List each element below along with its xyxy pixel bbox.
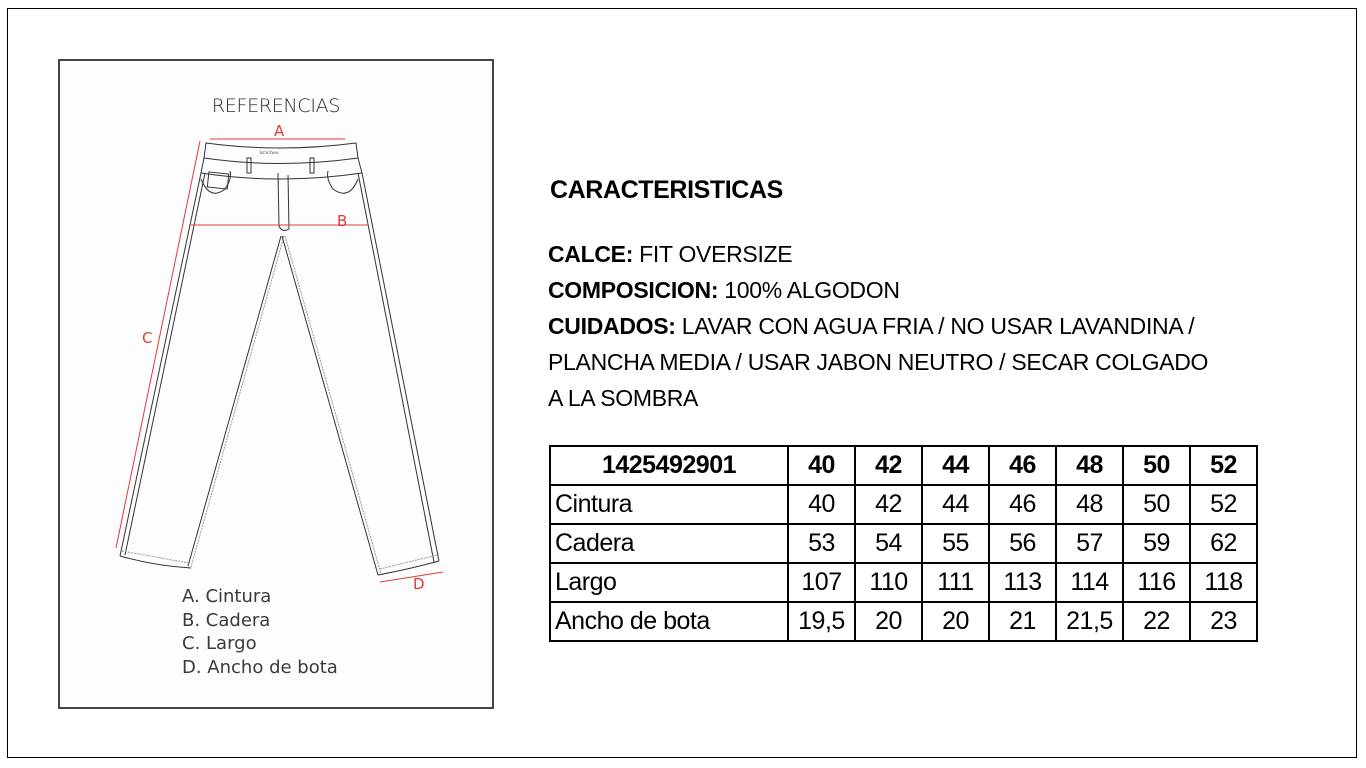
table-cell: 40 <box>788 485 855 524</box>
marker-a: A <box>274 122 285 140</box>
characteristics-title: CARACTERISTICAS <box>550 176 783 204</box>
table-cell: 54 <box>855 524 922 563</box>
table-cell: 57 <box>1056 524 1123 563</box>
table-header-size: 48 <box>1056 446 1123 485</box>
table-cell: 23 <box>1190 602 1257 641</box>
table-cell: 44 <box>922 485 989 524</box>
table-cell: 118 <box>1190 563 1257 602</box>
table-header-size: 42 <box>855 446 922 485</box>
table-row-cadera <box>550 524 1257 563</box>
row-label: Ancho de bota <box>550 602 788 641</box>
table-cell: 48 <box>1056 485 1123 524</box>
table-cell: 55 <box>922 524 989 563</box>
table-cell: 42 <box>855 485 922 524</box>
table-header-size: 52 <box>1190 446 1257 485</box>
table-cell: 114 <box>1056 563 1123 602</box>
spec-composicion-value: 100% ALGODON <box>718 277 900 303</box>
spec-cuidados-line-2: PLANCHA MEDIA / USAR JABON NEUTRO / SECAR COLGADO <box>548 349 1209 375</box>
table-cell: 116 <box>1123 563 1190 602</box>
table-cell: 19,5 <box>788 602 855 641</box>
table-header-size: 46 <box>989 446 1056 485</box>
marker-c: C <box>142 329 153 347</box>
table-row-ancho-de-bota <box>550 602 1257 641</box>
legend-item-ancho-de-bota: D. Ancho de bota <box>182 656 338 678</box>
spec-calce-value: FIT OVERSIZE <box>633 241 793 267</box>
marker-b: B <box>337 212 348 230</box>
legend-item-cadera: B. Cadera <box>182 609 271 631</box>
table-cell: 46 <box>989 485 1056 524</box>
table-header-size: 44 <box>922 446 989 485</box>
table-cell: 111 <box>922 563 989 602</box>
table-cell: 20 <box>855 602 922 641</box>
table-cell: 110 <box>855 563 922 602</box>
table-cell: 21 <box>989 602 1056 641</box>
table-row-cintura <box>550 485 1257 524</box>
spec-calce-label: CALCE: <box>548 241 634 267</box>
reference-legend <box>182 585 338 679</box>
characteristics-specs <box>548 236 1268 416</box>
reference-title: REFERENCIAS <box>211 95 341 117</box>
table-cell: 22 <box>1123 602 1190 641</box>
row-label: Cadera <box>550 524 788 563</box>
spec-composicion-label: COMPOSICION: <box>548 277 719 303</box>
table-cell: 59 <box>1123 524 1190 563</box>
legend-item-largo: C. Largo <box>182 633 257 654</box>
marker-d: D <box>413 575 425 593</box>
table-row-largo <box>550 563 1257 602</box>
table-cell: 21,5 <box>1056 602 1123 641</box>
table-header-code: 1425492901 <box>550 446 788 485</box>
table-cell: 56 <box>989 524 1056 563</box>
spec-cuidados-line-3: A LA SOMBRA <box>548 385 699 411</box>
brand-label: kriches <box>260 150 279 156</box>
table-cell: 20 <box>922 602 989 641</box>
table-cell: 62 <box>1190 524 1257 563</box>
spec-calce <box>548 236 1268 272</box>
legend-item-cintura: A. Cintura <box>182 586 272 607</box>
spec-composicion <box>548 272 1268 308</box>
spec-cuidados-line-1: LAVAR CON AGUA FRIA / NO USAR LAVANDINA / <box>675 313 1195 339</box>
reference-card <box>58 59 494 709</box>
spec-cuidados-label: CUIDADOS: <box>548 313 676 339</box>
table-cell: 53 <box>788 524 855 563</box>
row-label: Cintura <box>550 485 788 524</box>
table-cell: 52 <box>1190 485 1257 524</box>
table-header-size: 50 <box>1123 446 1190 485</box>
table-cell: 50 <box>1123 485 1190 524</box>
table-cell: 113 <box>989 563 1056 602</box>
size-table <box>549 445 1258 642</box>
row-label: Largo <box>550 563 788 602</box>
spec-cuidados <box>548 308 1268 344</box>
table-header-size: 40 <box>788 446 855 485</box>
table-cell: 107 <box>788 563 855 602</box>
table-header-row <box>550 446 1257 485</box>
